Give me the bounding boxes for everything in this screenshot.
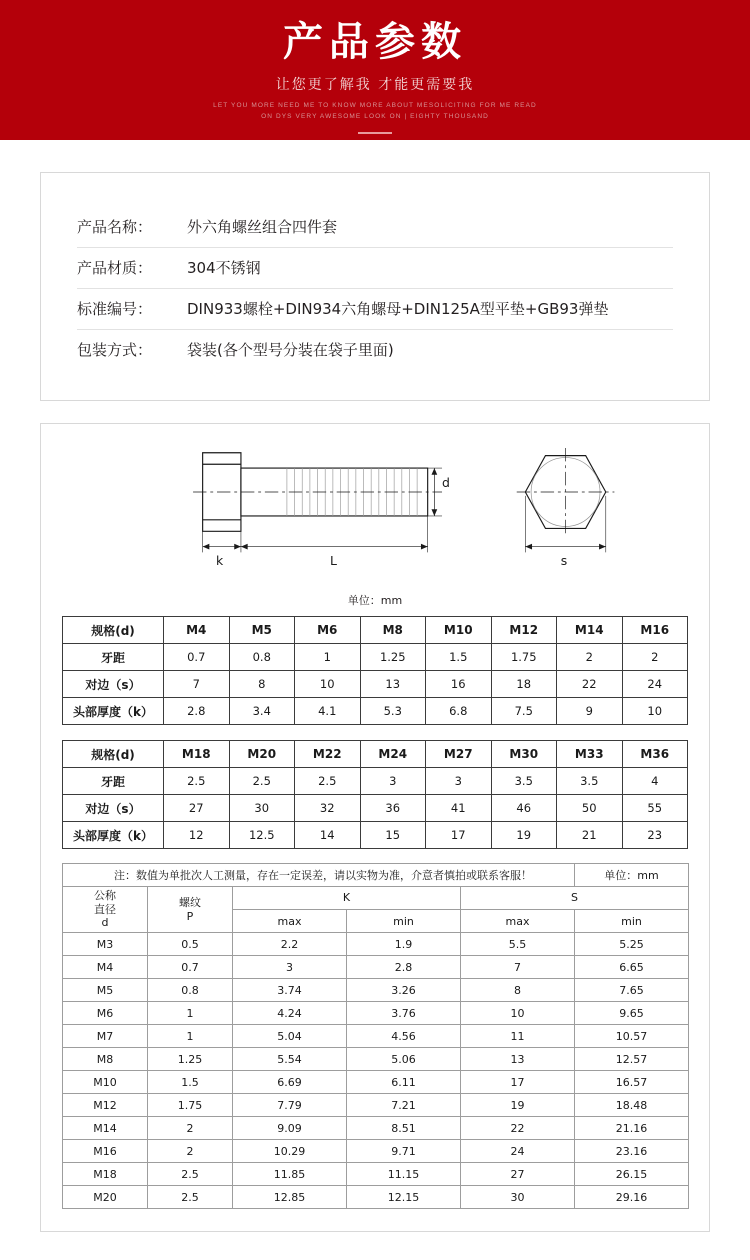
product-info-panel: [40, 172, 710, 401]
cell-s-min: 10.57: [575, 1025, 689, 1048]
cell-k-min: 11.15: [347, 1163, 461, 1186]
cell: 10: [295, 671, 361, 698]
table-row: [63, 644, 688, 671]
cell: M18: [164, 741, 230, 768]
row-header: 牙距: [63, 768, 164, 795]
cell: 32: [295, 795, 361, 822]
cell-k-max: 2.2: [233, 933, 347, 956]
cell: 2.5: [229, 768, 295, 795]
cell-p: 0.7: [148, 956, 233, 979]
cell: M4: [164, 617, 230, 644]
table-row: [63, 1025, 689, 1048]
cell-p: 2.5: [148, 1186, 233, 1209]
specification-panel: [40, 423, 710, 1232]
cell-s-min: 7.65: [575, 979, 689, 1002]
table-row: [63, 741, 688, 768]
cell-s-min: 18.48: [575, 1094, 689, 1117]
cell-k-max: 3: [233, 956, 347, 979]
cell-p: 1.5: [148, 1071, 233, 1094]
table-row: [63, 768, 688, 795]
cell: 27: [164, 795, 230, 822]
cell: 12.5: [229, 822, 295, 849]
cell: M20: [229, 741, 295, 768]
cell-k-min: 9.71: [347, 1140, 461, 1163]
svg-text:k: k: [216, 552, 224, 568]
cell-s-min: 26.15: [575, 1163, 689, 1186]
cell: 2.5: [295, 768, 361, 795]
cell: 3.5: [491, 768, 557, 795]
row-header: 头部厚度（k）: [63, 698, 164, 725]
cell: M30: [491, 741, 557, 768]
cell: 2.8: [164, 698, 230, 725]
cell-k-min: 4.56: [347, 1025, 461, 1048]
cell-s-max: 8: [461, 979, 575, 1002]
cell-s-max: 10: [461, 1002, 575, 1025]
cell: 3.4: [229, 698, 295, 725]
cell-k-min: 7.21: [347, 1094, 461, 1117]
banner-english-line-1: LET YOU MORE NEED ME TO KNOW MORE ABOUT MESOLICITING FOR ME READ: [213, 102, 537, 109]
info-label: 标准编号：: [77, 300, 153, 318]
cell-p: 2: [148, 1117, 233, 1140]
cell-p: 0.8: [148, 979, 233, 1002]
cell-s-min: 12.57: [575, 1048, 689, 1071]
cell-d: M12: [63, 1094, 148, 1117]
table-row: [63, 1140, 689, 1163]
cell-k-max: 10.29: [233, 1140, 347, 1163]
table-row-note: [63, 864, 689, 887]
table-row: [63, 1094, 689, 1117]
cell-s-max: 27: [461, 1163, 575, 1186]
row-header: 对边（s）: [63, 795, 164, 822]
cell-s-max: 13: [461, 1048, 575, 1071]
cell: M6: [295, 617, 361, 644]
cell-s-max: 22: [461, 1117, 575, 1140]
cell: M36: [622, 741, 688, 768]
row-header: 对边（s）: [63, 671, 164, 698]
cell: 3.5: [557, 768, 623, 795]
table-row: [63, 1071, 689, 1094]
cell: 9: [557, 698, 623, 725]
cell: 4.1: [295, 698, 361, 725]
cell: 17: [426, 822, 492, 849]
cell: 4: [622, 768, 688, 795]
cell-d: M4: [63, 956, 148, 979]
cell-s-max: 11: [461, 1025, 575, 1048]
cell: 1.25: [360, 644, 426, 671]
cell: M24: [360, 741, 426, 768]
cell: 30: [229, 795, 295, 822]
cell: 7: [164, 671, 230, 698]
cell: M27: [426, 741, 492, 768]
cell-k-min: 2.8: [347, 956, 461, 979]
measurement-unit-note: 单位：mm: [575, 864, 689, 887]
cell-k-max: 9.09: [233, 1117, 347, 1140]
column-header-k: K: [233, 887, 461, 910]
column-header-pitch: [148, 887, 233, 933]
info-value: 袋装(各个型号分装在袋子里面): [187, 341, 394, 359]
cell: M5: [229, 617, 295, 644]
svg-text:s: s: [560, 552, 568, 568]
info-label: 产品名称：: [77, 218, 153, 236]
cell-d: M3: [63, 933, 148, 956]
cell: 24: [622, 671, 688, 698]
subheader-s-min: min: [575, 910, 689, 933]
table-row: [63, 822, 688, 849]
cell-s-min: 5.25: [575, 933, 689, 956]
cell-k-min: 12.15: [347, 1186, 461, 1209]
cell: 8: [229, 671, 295, 698]
cell: 15: [360, 822, 426, 849]
table-row: [63, 671, 688, 698]
cell-k-min: 5.06: [347, 1048, 461, 1071]
cell-k-max: 5.04: [233, 1025, 347, 1048]
cell: 2: [557, 644, 623, 671]
cell-s-max: 19: [461, 1094, 575, 1117]
cell: 23: [622, 822, 688, 849]
banner-title: 产品参数: [283, 19, 467, 65]
cell: M12: [491, 617, 557, 644]
info-value: 外六角螺丝组合四件套: [187, 218, 338, 236]
cell-d: M5: [63, 979, 148, 1002]
cell: 21: [557, 822, 623, 849]
subheader-s-max: max: [461, 910, 575, 933]
cell: 18: [491, 671, 557, 698]
cell-s-min: 29.16: [575, 1186, 689, 1209]
info-row: [77, 207, 673, 248]
cell: 36: [360, 795, 426, 822]
banner-subtitle: 让您更了解我 才能更需要我: [275, 77, 475, 93]
ks-dimension-table: [62, 863, 689, 1209]
banner-divider: [358, 132, 392, 134]
cell: M33: [557, 741, 623, 768]
table-row: [63, 1048, 689, 1071]
cell: 2: [622, 644, 688, 671]
cell-p: 1.25: [148, 1048, 233, 1071]
cell: 2.5: [164, 768, 230, 795]
measurement-note: 注：数值为单批次人工测量，存在一定误差，请以实物为准，介意者慎拍或联系客服！: [63, 864, 575, 887]
cell-k-max: 4.24: [233, 1002, 347, 1025]
ks-table-wrapper: [62, 863, 688, 1209]
cell: M14: [557, 617, 623, 644]
cell: 50: [557, 795, 623, 822]
cell: 5.3: [360, 698, 426, 725]
cell: 16: [426, 671, 492, 698]
table-row: [63, 795, 688, 822]
bolt-technical-drawing: [59, 440, 691, 590]
svg-text:d: d: [442, 475, 450, 491]
cell-s-min: 23.16: [575, 1140, 689, 1163]
cell-k-min: 3.76: [347, 1002, 461, 1025]
cell: 10: [622, 698, 688, 725]
cell-s-max: 30: [461, 1186, 575, 1209]
cell-d: M14: [63, 1117, 148, 1140]
cell-d: M10: [63, 1071, 148, 1094]
cell-p: 0.5: [148, 933, 233, 956]
header-line: 公称: [94, 888, 116, 902]
cell-p: 2.5: [148, 1163, 233, 1186]
table-row: [63, 1002, 689, 1025]
cell: 1.75: [491, 644, 557, 671]
cell: 14: [295, 822, 361, 849]
table-row: [63, 1186, 689, 1209]
cell: M16: [622, 617, 688, 644]
header-line: 直径: [94, 902, 116, 916]
banner-english-line-2: ON DYS VERY AWESOME LOOK ON | EIGHTY THOUSAND: [261, 112, 489, 120]
cell-s-max: 17: [461, 1071, 575, 1094]
cell-s-min: 16.57: [575, 1071, 689, 1094]
info-row: [77, 330, 673, 370]
cell: 0.7: [164, 644, 230, 671]
cell-p: 1: [148, 1002, 233, 1025]
cell: 12: [164, 822, 230, 849]
table-row: [63, 979, 689, 1002]
info-row: [77, 289, 673, 330]
cell-k-max: 6.69: [233, 1071, 347, 1094]
column-header-diameter: [63, 887, 148, 933]
table-row: [63, 1117, 689, 1140]
info-value: DIN933螺栓+DIN934六角螺母+DIN125A型平垫+GB93弹垫: [187, 300, 609, 318]
cell-d: M6: [63, 1002, 148, 1025]
cell-s-max: 24: [461, 1140, 575, 1163]
cell-s-min: 21.16: [575, 1117, 689, 1140]
cell-p: 1: [148, 1025, 233, 1048]
cell: 3: [360, 768, 426, 795]
cell-k-min: 6.11: [347, 1071, 461, 1094]
header-line: P: [186, 909, 194, 923]
cell: 6.8: [426, 698, 492, 725]
subheader-k-min: min: [347, 910, 461, 933]
cell-k-max: 3.74: [233, 979, 347, 1002]
row-header: 规格(d): [63, 741, 164, 768]
header-line: d: [101, 916, 109, 930]
table-row: [63, 933, 689, 956]
cell: 3: [426, 768, 492, 795]
cell: 55: [622, 795, 688, 822]
table-row: [63, 956, 689, 979]
cell-s-min: 9.65: [575, 1002, 689, 1025]
cell: 1.5: [426, 644, 492, 671]
page-banner: [0, 0, 750, 140]
cell-p: 1.75: [148, 1094, 233, 1117]
cell-d: M7: [63, 1025, 148, 1048]
cell: M8: [360, 617, 426, 644]
cell: 7.5: [491, 698, 557, 725]
spec-table-large-sizes: [62, 740, 688, 849]
cell: 41: [426, 795, 492, 822]
cell-k-min: 3.26: [347, 979, 461, 1002]
cell: M22: [295, 741, 361, 768]
cell-s-max: 5.5: [461, 933, 575, 956]
table-row: [63, 1163, 689, 1186]
info-label: 产品材质：: [77, 259, 153, 277]
cell-d: M16: [63, 1140, 148, 1163]
cell: 46: [491, 795, 557, 822]
row-header: 头部厚度（k）: [63, 822, 164, 849]
cell-k-max: 5.54: [233, 1048, 347, 1071]
cell: 13: [360, 671, 426, 698]
drawing-unit-note: 单位：mm: [347, 594, 403, 607]
row-header: 牙距: [63, 644, 164, 671]
cell-d: M20: [63, 1186, 148, 1209]
table-row: [63, 617, 688, 644]
table-spacer: [59, 725, 691, 732]
spec-table-small-sizes: [62, 616, 688, 725]
cell-k-min: 1.9: [347, 933, 461, 956]
cell: 22: [557, 671, 623, 698]
column-header-s: S: [461, 887, 689, 910]
cell-p: 2: [148, 1140, 233, 1163]
svg-text:L: L: [329, 552, 337, 568]
cell: 1: [295, 644, 361, 671]
cell: 0.8: [229, 644, 295, 671]
cell-k-max: 11.85: [233, 1163, 347, 1186]
info-label: 包装方式：: [77, 341, 153, 359]
cell-s-max: 7: [461, 956, 575, 979]
table-row: [63, 698, 688, 725]
cell-k-max: 7.79: [233, 1094, 347, 1117]
subheader-k-max: max: [233, 910, 347, 933]
cell-d: M18: [63, 1163, 148, 1186]
info-value: 304不锈钢: [187, 259, 261, 277]
cell: M10: [426, 617, 492, 644]
cell-k-max: 12.85: [233, 1186, 347, 1209]
cell-s-min: 6.65: [575, 956, 689, 979]
header-line: 螺纹: [179, 895, 201, 909]
cell-k-min: 8.51: [347, 1117, 461, 1140]
cell: 19: [491, 822, 557, 849]
cell-d: M8: [63, 1048, 148, 1071]
info-row: [77, 248, 673, 289]
row-header: 规格(d): [63, 617, 164, 644]
table-header-row: [63, 887, 689, 910]
